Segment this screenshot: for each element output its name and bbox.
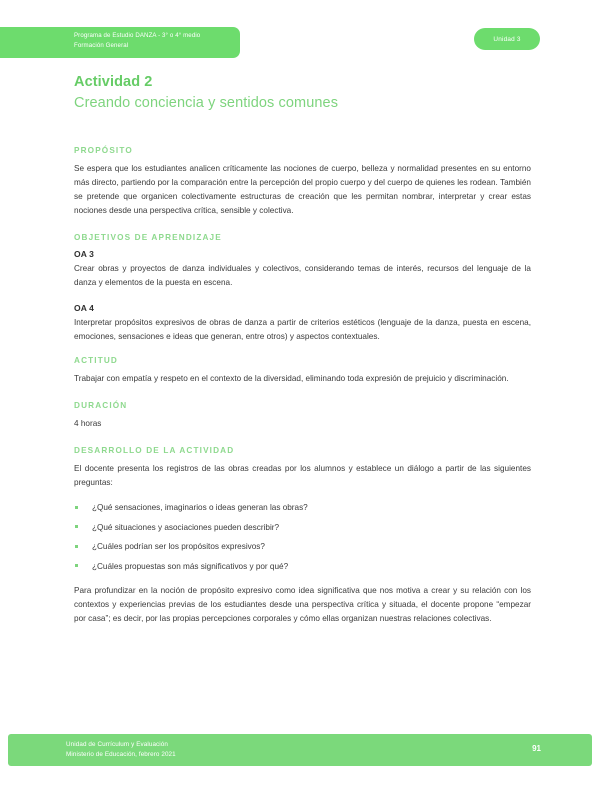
section-objetivos — [74, 233, 531, 343]
footer-publisher — [66, 740, 176, 760]
section-actitud — [74, 356, 531, 386]
list-item — [74, 560, 531, 573]
question-text: ¿Cuáles propuestas son más significativos y por qué? — [92, 561, 289, 571]
objetivo-item-oa3 — [74, 249, 531, 290]
activity-name: Creando conciencia y sentidos comunes — [74, 95, 339, 111]
footer-line2: Ministerio de Educación, febrero 2021 — [66, 750, 176, 758]
page-number: 91 — [532, 744, 541, 753]
program-header-bar — [0, 27, 240, 58]
actitud-body: Trabajar con empatía y respeto en el contexto de la diversidad, eliminando toda expresión de prejuicio y discriminación. — [74, 373, 509, 383]
activity-title-block — [74, 73, 338, 113]
question-text: ¿Cuáles podrían ser los propósitos expresivos? — [92, 542, 265, 552]
bullet-square-icon — [75, 545, 78, 548]
section-heading-desarrollo: DESARROLLO DE LA ACTIVIDAD — [74, 445, 235, 455]
question-text: ¿Qué sensaciones, imaginarios o ideas generan las obras? — [92, 503, 308, 513]
objetivo-text-oa4: Interpretar propósitos expresivos de obras de danza a partir de criterios estéticos (lenguaje de la danza, puesta en escena, emociones, sensaciones e ideas que generan, entre otros) y aspectos contextuales. — [74, 317, 531, 341]
proposito-body: Se espera que los estudiantes analicen críticamente las nociones de cuerpo, belleza y normalidad presentes en su entorno más directo, partiendo por la comparación entre la percepción del propio cuerpo y del cuerpo de quienes les rodean. También se pretende que organicen colectivamente estructuras de creación que les permitan nombrar, interpretar y crear estas nociones desde una perspectiva crítica, sensible y colectiva. — [74, 164, 531, 216]
section-heading-duracion: DURACIÓN — [74, 400, 128, 410]
objetivo-item-oa4 — [74, 303, 531, 344]
section-desarrollo — [74, 446, 531, 626]
program-title-line1: Programa de Estudio DANZA - 3° o 4° medio — [74, 32, 201, 39]
document-content — [74, 146, 531, 641]
objetivo-code-oa3: OA 3 — [74, 249, 94, 260]
objetivo-text-oa3: Crear obras y proyectos de danza individuales y colectivos, considerando temas de interés, recursos del lenguaje de la danza y elementos de la puesta en escena. — [74, 264, 531, 288]
section-proposito — [74, 146, 531, 218]
desarrollo-question-list — [74, 501, 531, 573]
section-heading-proposito: PROPÓSITO — [74, 146, 133, 155]
section-heading-actitud: ACTITUD — [74, 355, 118, 365]
list-item — [74, 540, 531, 553]
list-item — [74, 521, 531, 534]
section-heading-objetivos: OBJETIVOS DE APRENDIZAJE — [74, 233, 222, 243]
question-text: ¿Qué situaciones y asociaciones pueden describir? — [92, 522, 280, 532]
bullet-square-icon — [75, 525, 78, 528]
objetivo-code-oa4: OA 4 — [74, 302, 94, 313]
bullet-square-icon — [75, 506, 78, 509]
desarrollo-intro: El docente presenta los registros de las obras creadas por los alumnos y establece un diálogo a partir de las siguientes preguntas: — [74, 463, 531, 488]
desarrollo-closing: Para profundizar en la noción de propósito expresivo como idea significativa que nos motiva a crear y su relación con los contextos y experiencias previas de los estudiantes desde una perspectiva crítica y situada, el docente propone “empezar por casa”; es decir, por las propias percepciones corporales y cómo ellas organizan nuestras relaciones colectivas. — [74, 585, 531, 623]
unit-badge: Unidad 3 — [474, 28, 540, 50]
footer-line1: Unidad de Currículum y Evaluación — [66, 741, 168, 748]
bullet-square-icon — [75, 564, 78, 567]
activity-number: Actividad 2 — [74, 74, 153, 90]
program-title-line2: Formación General — [74, 41, 129, 49]
section-duracion — [74, 401, 531, 431]
list-item — [74, 501, 531, 514]
duracion-body: 4 horas — [74, 418, 102, 428]
